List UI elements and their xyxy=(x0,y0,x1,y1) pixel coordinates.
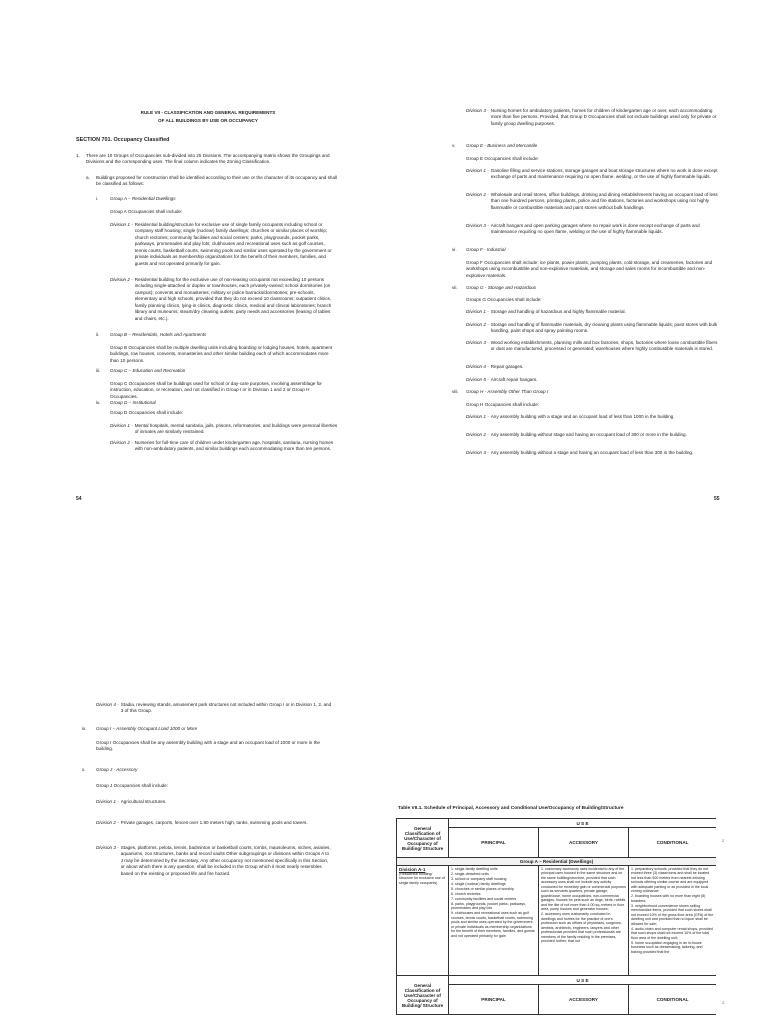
group-c-title: Group C – Education and Recreation xyxy=(110,368,186,373)
principal-item: 8. parks, playgrounds, pocket parks, parkways, promenades and play lots xyxy=(451,901,526,911)
division-text: Wholesale and retail stores, office buildings, drinking and dining establishments having an occupant load of less than one hundred persons, printing plants, police and fire stations, factories and workshops using not highly flammable or combustible materials and paint stores without bulk handlings. xyxy=(490,192,718,210)
rule-title: RULE VII - CLASSIFICATION AND GENERAL REQUIREMENTS xyxy=(140,110,276,115)
division-text: Any assembly building with a stage and an occupant load of less than 1000 in the building. xyxy=(490,414,675,419)
accessory-header: ACCESSORY xyxy=(539,828,629,858)
principal-item: 7. community facilities and social centers xyxy=(451,896,517,901)
division-label: Division 1 - xyxy=(110,222,133,227)
table-header-row xyxy=(397,819,717,828)
group-j-include: Group J Occupancies shall include: xyxy=(96,783,169,788)
group-a-include: Group A Occupancies shall include: xyxy=(110,209,183,214)
conditional-item: 1. preparatory schools, provided that they do not exceed three (3) classrooms and shall be located not less than 500 meters from nearest existing schools offering similar course and are equipped with adequate parking or as provided in the local zoning ordinance; xyxy=(631,867,710,894)
accessory-cell xyxy=(539,866,629,976)
division-text: Repair garages. xyxy=(490,364,524,369)
principal-item: 2. single-detached units xyxy=(451,871,489,876)
division-text: Nurseries for full-time care of children under kindergarten age, hospitals, sanitaria, nursing homes with non-ambulatory patients, and similar buildings each accommodating more than ten persons. xyxy=(134,440,334,452)
division-text: Stadia, reviewing stands, amusement park structures not included within Group I or in Division 1, 2, and 3 of this Group. xyxy=(120,702,332,714)
group-g-title: Group G - Storage and Hazardous xyxy=(466,285,537,290)
paragraph-1-number: 1. xyxy=(76,153,80,158)
division-label: Division 2 - xyxy=(466,322,489,327)
division-label: Division 1 - xyxy=(466,414,489,419)
group-g-division-5 xyxy=(466,377,722,383)
edge-mark-bottom: Z xyxy=(722,1000,725,1005)
group-e-division-2 xyxy=(466,192,722,211)
division-label: Division 2 - xyxy=(110,277,133,282)
group-h-division-4 xyxy=(96,702,332,715)
group-d-numeral: iv. xyxy=(96,400,101,405)
group-d-heading xyxy=(96,400,156,406)
group-a-row xyxy=(397,858,717,866)
group-h-include: Group H Occupancies shall include: xyxy=(466,402,540,407)
group-i-text: Group I Occupancies shall be any assembly building with a stage and an occupant load of 1000 or more in the building. xyxy=(96,740,320,752)
division-text: Nursing homes for ambulatory patients, homes for children of kindergarten age or over, each accommodating more than five persons. Provided, that Group D Occupancies shall not include buildings used only for private or family group dwelling purposes. xyxy=(490,108,717,126)
page-number-54: 54 xyxy=(76,496,82,502)
conditional-item: 4. audio-video and computer rental shops, provided that such shops shall not exceed 10% of the total floor area of the dwelling unit; xyxy=(631,926,713,940)
division-label: Division 2 - xyxy=(110,440,133,445)
group-d-division-2 xyxy=(110,440,338,453)
division-label: Division 3 - xyxy=(466,340,489,345)
group-b-text: Group B Occupancies shall be multiple dwelling units including boarding or lodging houses, hotels, apartment buildings, row houses, convents, monasteries and other similar building each of which accommodates more than 10 persons. xyxy=(110,345,333,363)
group-a-division-1 xyxy=(110,222,338,267)
division-label: Division 1 - xyxy=(466,168,489,173)
group-e-include: Group E Occupancies shall include: xyxy=(466,156,539,161)
paragraph-1-text: There are 10 Groups of Occupancies sub-divided into 25 Divisions. The accompanying matrix shows the Groupings and Divisions and the corresponding uses. The final column indicates the Zoning Classification. xyxy=(86,153,330,165)
group-b-heading xyxy=(96,332,206,338)
group-i-heading xyxy=(82,726,197,732)
division-a1-description: (Residential building/ structure for exclusive use of single family occupants) xyxy=(399,872,445,885)
division-label: Division 3 - xyxy=(466,108,489,113)
division-label: Division 1 - xyxy=(96,799,119,804)
general-classification-header: General Classification of Use/Character of Occupancy of Building/ Structure xyxy=(397,819,449,858)
group-b-title: Group B – Residentials, Hotels and Apartments xyxy=(110,332,207,337)
conditional-item: 5. home occupation engaging in an in-house business such as dressmaking, tailoring, and baking provided that the xyxy=(631,940,703,954)
conditional-item: 3. neighborhood convenience stores selling merchandise items, provided that such stores shall not exceed 10% of the gross floor area (GFA) of the dwelling unit and provided that no liquor shall be allowed for sale; xyxy=(631,903,714,926)
division-text: Wood working establishments, planning mills and box factories, shops, factories where loose combustible fibers or dust are manufactured, processed or generated; warehouses where highly combustible materials is stored. xyxy=(490,340,718,352)
division-label: Division 1 - xyxy=(466,309,489,314)
group-a-numeral: i. xyxy=(96,196,99,201)
group-d-division-1 xyxy=(110,423,338,436)
division-text: Storage and handling of flammable materials, dry cleaning plants using flammable liquids; paint stores with bulk handling, paint shops and spray painting rooms. xyxy=(490,322,718,334)
edge-mark-top: Z xyxy=(722,838,725,843)
group-a-division-2 xyxy=(110,277,338,322)
division-label: Division 2 - xyxy=(96,820,119,825)
group-d-include: Group D Occupancies shall include: xyxy=(110,410,184,415)
page-55 xyxy=(452,100,724,520)
rule-subtitle: OF ALL BUILDINGS BY USE OR OCCUPANCY xyxy=(158,118,258,123)
group-f-title: Group F - Industrial xyxy=(466,247,506,252)
group-j-division-1 xyxy=(96,799,332,805)
group-g-numeral: vii. xyxy=(452,285,458,290)
division-text: Gasoline filling and service stations, storage garages and boat storage structures where no work is done except exchange of parts and maintenance requiring no open flame, welding, or the use of highly flammable liquids. xyxy=(490,168,718,180)
group-h-division-1 xyxy=(466,414,722,420)
group-h-division-2 xyxy=(466,432,722,438)
group-e-division-1 xyxy=(466,168,722,181)
group-g-heading xyxy=(452,285,536,291)
division-label: Division 4 - xyxy=(466,364,489,369)
use-header-repeat: U S E xyxy=(449,976,717,985)
group-e-heading xyxy=(452,143,537,149)
group-j-heading xyxy=(82,767,137,773)
group-g-include: Groups G Occupancies shall include: xyxy=(466,297,542,302)
page-number-55: 55 xyxy=(714,496,720,502)
division-label: Division 1 - xyxy=(110,423,133,428)
group-h-numeral: viii. xyxy=(452,389,459,394)
paragraph-a xyxy=(86,175,338,188)
use-table xyxy=(396,818,716,1024)
principal-header: PRINCIPAL xyxy=(449,828,539,858)
paragraph-1 xyxy=(76,153,338,166)
division-text: Agricultural structures. xyxy=(120,799,167,804)
principal-item: 3. school or company staff housing xyxy=(451,876,507,881)
group-h-division-3 xyxy=(466,450,722,456)
group-j-division-3 xyxy=(96,845,332,877)
group-h-heading xyxy=(452,389,548,395)
group-g-division-1 xyxy=(466,309,722,315)
principal-cell xyxy=(449,866,539,976)
division-text: Private garages, carports, fences over 1.80 meters high, tanks, swimming pools and towers. xyxy=(120,820,308,825)
group-d-title: Group D – Institutional xyxy=(110,400,156,405)
group-g-division-4 xyxy=(466,364,722,370)
group-e-numeral: v. xyxy=(452,143,456,148)
conditional-header: CONDITIONAL xyxy=(629,828,717,858)
group-e-division-3 xyxy=(466,223,722,236)
division-text: Storage and handling of hazardous and highly flammable material. xyxy=(490,309,626,314)
group-h-title: Group H - Assembly Other Than Group I xyxy=(466,389,549,394)
division-text: Mental hospitals, mental sanitaria, jails, prisons, reformatories, and buildings were personal liberties of inmates are similarly restrained. xyxy=(134,423,338,435)
division-a1-row xyxy=(397,866,717,976)
division-text: Stages, platforms, pelota, tennis, badminton or basketball courts, tombs, mausoleums, niches, aviaries, aquariums, zoo structures, banks and record vaults Other subgroupings or divisions within Groups A to J may be determined by the Secretary. Any other occupancy not mentioned specifically in this Section, or about which there is any question, shall be included in the Group which it most nearly resembles based on the existing or proposed life and fire hazard. xyxy=(120,845,331,876)
group-a-residential-label: Group A – Residential (Dwellings) xyxy=(397,858,717,866)
accessory-item: 2. accessory uses customarily conducted in dwellings and homes for the practice of one's profession such as offices of physicians, surgeons, dentists, architects, engineers, lawyers and other professionals provided that such professionals are members of the family residing in the premises, provided further, that not xyxy=(541,912,622,944)
division-text: Aircraft repair hangars. xyxy=(490,377,538,382)
page-54 xyxy=(76,100,340,520)
group-f-text: Group F Occupancies shall include: ice plants, power plants, pumping plants, cold storage, and creameries, factories and workshops using incombustible and non-explosive materials, and storage and sales rooms for incombustible and non-explosive materials. xyxy=(466,260,713,278)
table-repeat-header-row xyxy=(397,976,717,985)
conditional-header-repeat: CONDITIONAL xyxy=(629,985,717,1015)
division-text: Residential building/structure for exclusive use of single family occupants including school or company staff housing; single (nuclear) family dwellings; churches or similar places of worship; church rectories; community facilities and social centers; parks, playgrounds, pocket parks, parkways, promenades and play lots; clubhouses and recreational uses such as golf courses, tennis courts, basketball courts, swimming pools and similar uses operated by the government or private individuals as membership organizations for the benefit of their members, families, and guests and not operated primarily for gain. xyxy=(134,222,332,266)
group-c-text: Group C Occupancies shall be buildings used for school or day-care purposes, involving assemblage for instruction, education, or recreation, and not classified in Group I or in Division 1 and 2 or Group H Occupancies. xyxy=(110,381,322,399)
principal-item: 6. church rectories xyxy=(451,891,481,896)
group-j-title: Group J - Accessory xyxy=(96,767,138,772)
group-a-heading xyxy=(96,196,176,202)
principal-item: 5. churches or similar places of worship xyxy=(451,886,514,891)
division-label: Division 3 - xyxy=(96,845,119,850)
group-d-division-3 xyxy=(466,108,722,127)
group-g-division-3 xyxy=(466,340,722,353)
division-label: Division 3 - xyxy=(466,223,489,228)
division-text: Residential building for the exclusive use of non-leasing occupants not exceeding 10 persons including single-attached or duplex or townhouses, each privately-owned; school dormitories (on campus); convents and monasteries; military or police barracks/dormitories; pre-schools, elementary and high schools, provided that they do not exceed 10 classrooms; outpatient clinics, family planning clinics, lying-in clinics, diagnostic clinics, medical and clinical laboratories; branch library and museums; steam/dry cleaning outlets; party needs and accessories (leasing of tables and chairs, etc.). xyxy=(134,277,332,321)
division-label: Division 2 - xyxy=(466,192,489,197)
use-header: U S E xyxy=(449,819,717,828)
group-i-title: Group I – Assembly Occupant Load 1000 or More xyxy=(96,726,198,731)
group-f-heading xyxy=(452,247,506,253)
page-56 xyxy=(82,700,336,900)
principal-item: 1. single-family dwelling units xyxy=(451,867,498,871)
paragraph-a-text: Buildings proposed for construction shall be identified according to their use or the character of its occupancy and shall be classified as follows: xyxy=(96,175,338,187)
division-label: Division 4 - xyxy=(96,702,119,707)
group-e-title: Group E - Business and Mercantile xyxy=(466,143,538,148)
group-j-division-2 xyxy=(96,820,332,826)
conditional-item: 2. boarding houses with no more than eight (8) boarders; xyxy=(631,894,706,903)
group-j-numeral: x. xyxy=(82,767,86,772)
principal-item: 4. single (nuclear) family dwellings xyxy=(451,881,506,886)
conditional-cell xyxy=(629,866,717,976)
division-label: Division 2 - xyxy=(466,432,489,437)
division-text: Any assembly building without a stage and having an occupant load of less than 300 in the building. xyxy=(490,450,694,455)
principal-item: 9. clubhouses and recreational uses such as golf courses, tennis courts, basketball courts, swimming pools and similar uses operated by the government or private individuals as membership organizations for the benefit of their members, families, and guests and not operated primarily for gain xyxy=(451,911,535,938)
division-label: Division 3 - xyxy=(466,450,489,455)
table-title: Table VII.1. Schedule of Principal, Accessory and Conditional Use/Occupancy of Building/Structure xyxy=(398,806,624,811)
division-text: Any assembly building without stage and having an occupant load of 300 or more in the building. xyxy=(490,432,687,437)
section-heading: SECTION 701. Occupancy Classified xyxy=(76,137,170,143)
general-classification-header-repeat: General Classification of Use/Character of Occupancy of Building/ Structure xyxy=(397,976,449,1015)
division-a1-cell xyxy=(397,866,449,976)
group-a-title: Group A – Residential Dwellings xyxy=(110,196,176,201)
group-b-numeral: ii. xyxy=(96,332,100,337)
accessory-item: 1. customary accessory uses incidental to any of the principal uses housed in the same structure and on the same building/structure, provided that such accessory uses shall not include any activity conducted for monetary gain or commercial purposes such as servants quarters, private garage, guardhouse, home occupations, non-commercial garages, houses for pets such as dogs, birds, rabbits and the like of not more than 4.00 sq. meters in floor area, pump houses and generator houses; xyxy=(541,867,626,912)
group-g-division-2 xyxy=(466,322,722,335)
group-c-heading xyxy=(96,368,185,374)
division-label: Division 5 - xyxy=(466,377,489,382)
division-a1-label: Division A-1 xyxy=(399,867,426,872)
group-i-numeral: ix. xyxy=(82,726,87,731)
paragraph-a-letter: a. xyxy=(86,175,90,180)
accessory-header-repeat: ACCESSORY xyxy=(539,985,629,1015)
group-c-numeral: iii. xyxy=(96,368,101,373)
principal-header-repeat: PRINCIPAL xyxy=(449,985,539,1015)
group-f-numeral: vi. xyxy=(452,247,457,252)
division-text: Aircraft hangars and open parking garages where no repair work is done except exchange of parts and maintenance requiring no open flame, welding or the use of highly flammable liquids. xyxy=(490,223,700,235)
